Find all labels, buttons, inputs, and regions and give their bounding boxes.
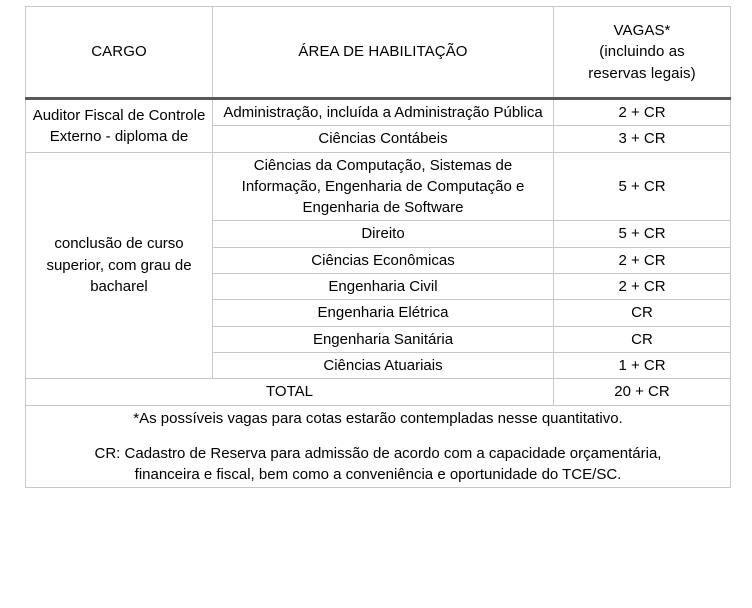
area-line: Ciências Atuariais <box>323 356 443 374</box>
cargo-line: superior, com grau <box>46 256 171 274</box>
vagas-cell: 2 + CR <box>554 274 731 300</box>
header-vagas <box>554 7 731 99</box>
vagas-cell: 3 + CR <box>554 126 731 152</box>
area-cell <box>213 326 554 352</box>
area-line: Informação, Engenharia de <box>241 177 423 195</box>
area-line: Computação e Engenharia de Software <box>302 177 525 217</box>
cargo-line: diploma de <box>114 127 189 145</box>
note-cr-line2: financeira e fiscal, bem como a conveniência e oportunidade do TCE/SC. <box>134 466 622 484</box>
area-cell <box>213 221 554 247</box>
table-header <box>26 7 731 99</box>
total-label: TOTAL <box>26 379 554 405</box>
cargo-line: Controle Externo - <box>49 106 206 145</box>
area-cell <box>213 126 554 152</box>
header-area-label: ÁREA DE HABILITAÇÃO <box>298 43 468 61</box>
header-vagas-line1: VAGAS* <box>613 22 671 40</box>
area-line: Administração Pública <box>394 104 543 121</box>
vagas-cell: CR <box>554 300 731 326</box>
vagas-table <box>25 6 731 488</box>
area-line: Ciências Econômicas <box>311 251 455 269</box>
vagas-cell: 1 + CR <box>554 352 731 378</box>
table-body <box>26 99 731 488</box>
note-spacer <box>31 429 725 443</box>
table-row <box>26 99 731 126</box>
area-line: Engenharia Elétrica <box>317 304 449 322</box>
header-row <box>26 7 731 99</box>
cargo-line: conclusão de curso <box>54 235 184 253</box>
area-line: Ciências da Computação, Sistemas de <box>253 156 513 174</box>
area-cell <box>213 274 554 300</box>
total-vagas: 20 + CR <box>554 379 731 405</box>
header-cargo-label: CARGO <box>91 43 147 61</box>
header-vagas-line2: (incluindo as <box>599 43 685 61</box>
cargo-line: Auditor Fiscal de <box>32 106 145 124</box>
note-cotas: *As possíveis vagas para cotas estarão contempladas nesse quantitativo. <box>133 409 623 427</box>
vagas-cell: 5 + CR <box>554 221 731 247</box>
notes-row <box>26 405 731 488</box>
vagas-cell: CR <box>554 326 731 352</box>
area-cell <box>213 247 554 273</box>
area-cell <box>213 99 554 126</box>
area-line: Direito <box>361 225 405 243</box>
area-cell <box>213 300 554 326</box>
cargo-line: de bacharel <box>90 256 192 296</box>
area-line: Ciências Contábeis <box>318 130 448 148</box>
area-line: Administração, incluída a <box>223 104 391 121</box>
vagas-cell: 2 + CR <box>554 247 731 273</box>
area-line: Engenharia Sanitária <box>312 330 454 348</box>
note-cr-line1: CR: Cadastro de Reserva para admissão de acordo com a capacidade orçamentária, <box>94 444 662 462</box>
area-line: Engenharia Civil <box>328 278 438 296</box>
vagas-cell: 2 + CR <box>554 99 731 126</box>
table-row <box>26 152 731 221</box>
cargo-cell-group-1 <box>26 99 213 153</box>
total-row <box>26 379 731 405</box>
header-vagas-line3: reservas legais) <box>588 64 696 82</box>
area-cell <box>213 152 554 221</box>
header-cargo <box>26 7 213 99</box>
notes-cell <box>26 405 731 488</box>
vagas-cell: 5 + CR <box>554 152 731 221</box>
header-area <box>213 7 554 99</box>
area-cell <box>213 352 554 378</box>
cargo-cell-group-2 <box>26 152 213 379</box>
